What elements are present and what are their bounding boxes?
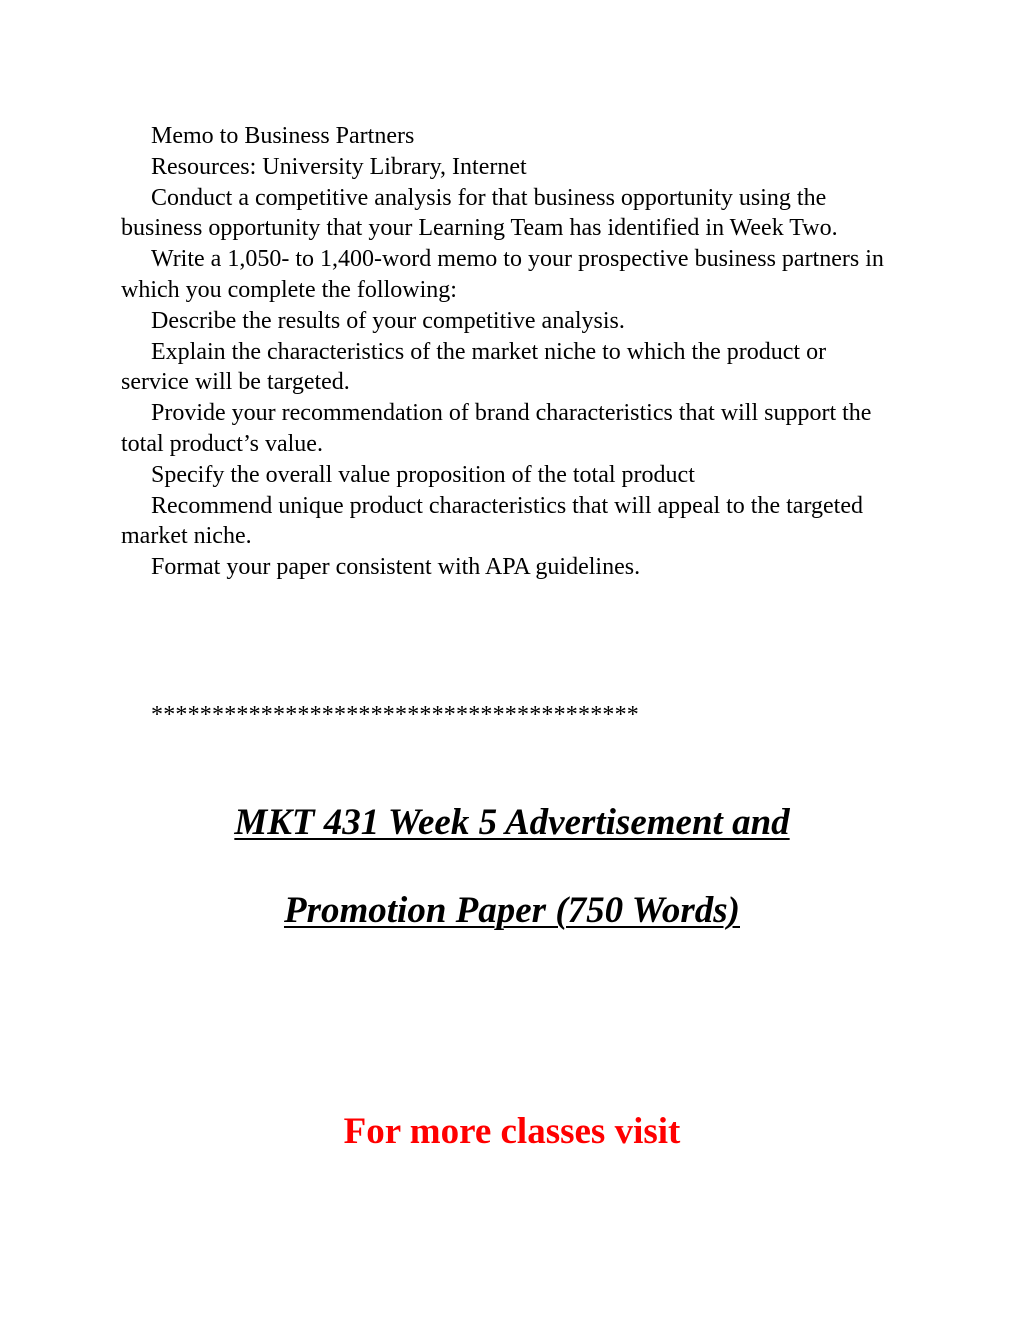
instruction-paragraph: Recommend unique product characteristics that will appeal to the targeted market niche. — [121, 492, 863, 550]
memo-title-line: Memo to Business Partners — [151, 123, 415, 149]
instruction-paragraph: Format your paper consistent with APA guidelines. — [151, 554, 641, 581]
instruction-paragraph: Provide your recommendation of brand characteristics that will support the total product’s value. — [121, 400, 872, 457]
separator-stars: **************************************** — [151, 702, 639, 728]
assignment-body — [121, 121, 891, 583]
course-heading-text-1: MKT 431 Week 5 Advertisement and — [234, 802, 790, 843]
resources-line: Resources: University Library, Internet — [151, 153, 527, 180]
instruction-paragraph: Write a 1,050- to 1,400-word memo to your prospective business partners in which you complete the following: — [121, 246, 884, 303]
visit-callout: For more classes visit — [343, 1111, 681, 1152]
instruction-paragraph: Explain the characteristics of the market niche to which the product or service will be targeted. — [121, 338, 827, 396]
course-heading-text-2: Promotion Paper (750 Words) — [283, 890, 740, 931]
course-heading-line-1 — [0, 801, 1024, 845]
instruction-paragraph: Specify the overall value proposition of the total product — [151, 461, 695, 488]
course-heading-line-2 — [0, 889, 1024, 933]
instruction-paragraph: Conduct a competitive analysis for that business opportunity using the business opportunity that your Learning Team has identified in Week Two. — [121, 184, 838, 242]
instruction-paragraph: Describe the results of your competitive analysis. — [151, 307, 625, 334]
